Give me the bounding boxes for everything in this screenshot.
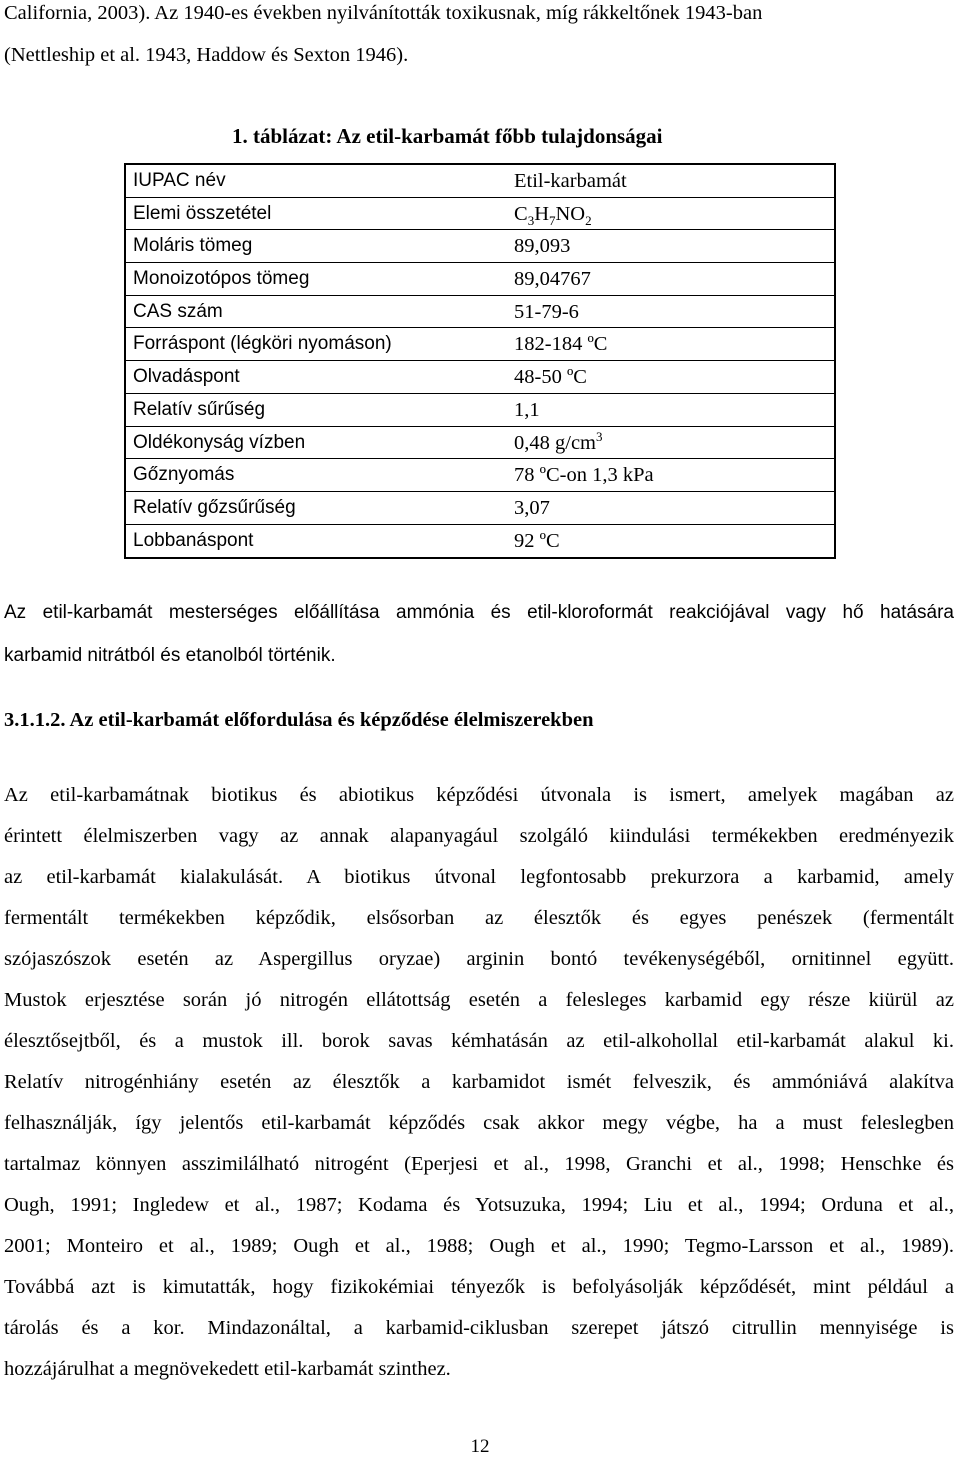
table-row — [126, 394, 834, 427]
property-value: 3,07 — [514, 496, 550, 519]
table-caption: 1. táblázat: Az etil-karbamát főbb tulajdonságai — [232, 124, 663, 148]
synthesis-line-1: Az etil-karbamát mesterséges előállítása ammónia és etil-kloroformát reakciójával vagy hő hatására — [4, 602, 954, 623]
property-name: IUPAC név — [133, 170, 226, 191]
property-name: Relatív sűrűség — [133, 398, 266, 420]
page-number: 12 — [470, 1436, 490, 1457]
property-value: 182-184 ºC — [514, 333, 608, 356]
property-value: 89,093 — [514, 235, 571, 258]
synthesis-line-2: karbamid nitrátból és etanolból történik. — [4, 645, 336, 666]
body-line-8: Relatív nitrogénhiány esetén az élesztők a karbamidot ismét felveszik, és ammóniává alakítva — [4, 1071, 954, 1093]
table-row — [126, 525, 834, 558]
body-line-12: 2001; Monteiro et al., 1989; Ough et al., 1988; Ough et al., 1990; Tegmo-Larsson et al., 1989). — [4, 1235, 954, 1257]
table-row — [126, 492, 834, 525]
property-value: 48-50 ºC — [514, 366, 587, 389]
table-row — [126, 361, 834, 394]
property-value: 92 ºC — [514, 529, 560, 552]
body-line-9: felhasználják, így jelentős etil-karbamát képződés csak akkor megy végbe, ha a must feleslegben — [4, 1112, 954, 1134]
property-name: Relatív gőzsűrűség — [133, 496, 296, 518]
body-line-4: fermentált termékekben képződik, elsősorban az élesztők és egyes penészek (fermentált — [4, 907, 954, 929]
body-line-3: az etil-karbamát kialakulását. A biotikus útvonal legfontosabb prekurzora a karbamid, amely — [4, 866, 954, 888]
intro-line-1: California, 2003). Az 1940-es években nyilvánították toxikusnak, míg rákkeltőnek 1943-ban — [4, 2, 763, 24]
body-line-1: Az etil-karbamátnak biotikus és abiotikus képződési útvonala is ismert, amelyek magában az — [4, 784, 954, 806]
body-line-14: tárolás és a kor. Mindazonáltal, a karbamid-ciklusban szerepet játszó citrullin mennyisége is — [4, 1317, 954, 1339]
property-name: Gőznyomás — [133, 464, 235, 486]
table-row — [126, 165, 834, 198]
property-name: Lobbanáspont — [133, 529, 254, 551]
property-value: Etil-karbamát — [514, 170, 627, 192]
table-row — [126, 328, 834, 361]
table-row — [126, 198, 834, 231]
body-line-10: tartalmaz könnyen asszimilálható nitrogént (Eperjesi et al., 1998, Granchi et al., 1998; Henschke és — [4, 1153, 954, 1175]
table-row — [126, 230, 834, 263]
property-name: Olvadáspont — [133, 366, 240, 388]
property-value: 51-79-6 — [514, 300, 579, 323]
body-line-11: Ough, 1991; Ingledew et al., 1987; Kodama és Yotsuzuka, 1994; Liu et al., 1994; Orduna et al., — [4, 1194, 954, 1216]
property-name: Elemi összetétel — [133, 202, 272, 224]
body-line-6: Mustok erjesztése során jó nitrogén ellátottság esetén a felesleges karbamid egy része kiürül az — [4, 989, 954, 1011]
table-row — [126, 459, 834, 492]
property-name: Oldékonyság vízben — [133, 431, 306, 453]
table-row — [126, 263, 834, 296]
body-line-13: Továbbá azt is kimutatták, hogy fizikokémiai tényezők is befolyásolják képződését, mint például a — [4, 1276, 954, 1298]
body-line-15: hozzájárulhat a megnövekedett etil-karbamát szinthez. — [4, 1358, 451, 1380]
property-value: 78 ºC-on 1,3 kPa — [514, 464, 654, 487]
body-line-2: érintett élelmiszerben vagy az annak alapanyagául szolgáló kiindulási termékekben eredményezik — [4, 825, 954, 847]
property-value: 1,1 — [514, 398, 540, 421]
properties-table — [124, 163, 836, 559]
property-name: CAS szám — [133, 300, 223, 322]
property-name: Forráspont (légköri nyomáson) — [133, 333, 392, 355]
property-value-formula: $C_3H_7NO_2$ — [514, 202, 592, 228]
table-row — [126, 296, 834, 329]
section-heading: 3.1.1.2. Az etil-karbamát előfordulása és képződése élelmiszerekben — [4, 709, 594, 731]
body-line-5: szójaszószok esetén az Aspergillus oryzae) arginin bontó tevékenységéből, ornitinnel együtt. — [4, 948, 954, 970]
intro-line-2: (Nettleship et al. 1943, Haddow és Sexton 1946). — [4, 44, 409, 66]
property-name: Monoizotópos tömeg — [133, 268, 310, 290]
property-value-solubility: 0,48 $g/cm^3$ — [514, 428, 603, 454]
property-name: Moláris tömeg — [133, 235, 253, 257]
table-row — [126, 427, 834, 460]
property-value: 89,04767 — [514, 268, 591, 291]
body-line-7: élesztősejtből, és a mustok ill. borok savas kémhatásán az etil-alkohollal etil-karbamát alakul ki. — [4, 1030, 954, 1052]
